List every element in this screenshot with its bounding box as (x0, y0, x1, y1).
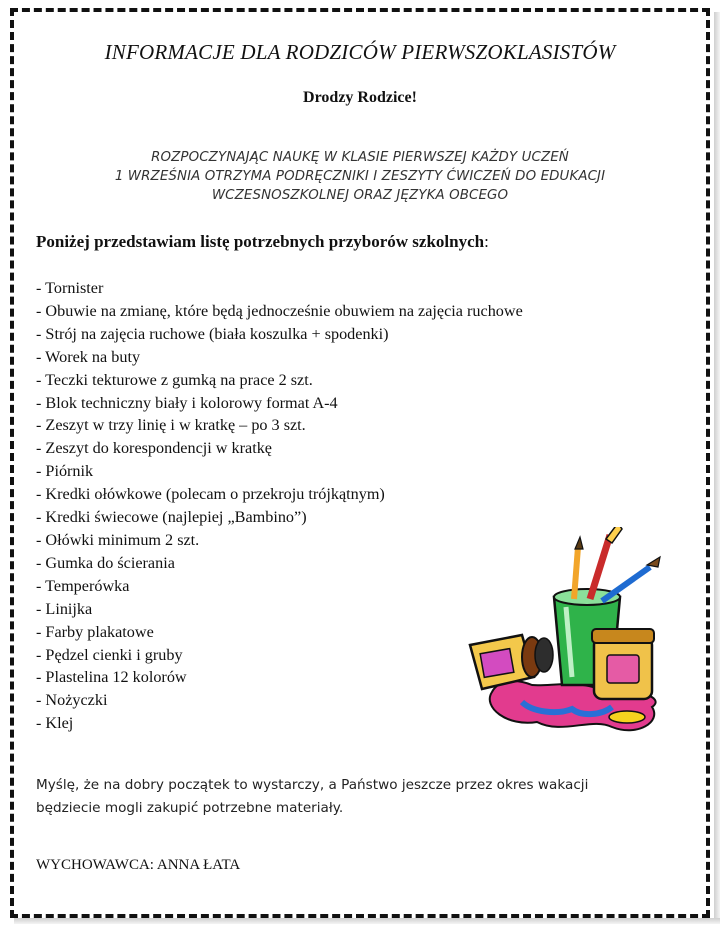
supplies-heading-text: Poniżej przedstawiam listę potrzebnych przyborów szkolnych (36, 232, 485, 251)
list-item: - Plastelina 12 kolorów (36, 668, 187, 687)
greeting: Drodzy Rodzice! (303, 89, 417, 106)
page-shadow-bottom (14, 918, 720, 924)
list-item: - Pędzel cienki i gruby (36, 645, 183, 664)
teacher-signature: WYCHOWAWCA: ANNA ŁATA (36, 857, 241, 873)
textbook-notice (60, 148, 660, 205)
notice-line: WCZESNOSZKOLNEJ ORAZ JĘZYKA OBCEGO (211, 188, 509, 203)
list-item: - Klej (36, 714, 74, 733)
list-item: - Kredki ołówkowe (polecam o przekroju trójkątnym) (36, 485, 385, 504)
list-item: - Zeszyt do korespondencji w kratkę (36, 439, 272, 458)
closing-line: Myślę, że na dobry początek to wystarczy, a Państwo jeszcze przez okres wakacji (36, 777, 589, 793)
supplies-heading-colon: : (484, 232, 489, 251)
notice-line: ROZPOCZYNAJĄC NAUKĘ W KLASIE PIERWSZEJ KAŻDY UCZEŃ (151, 150, 569, 165)
list-item: - Nożyczki (36, 691, 108, 710)
closing-line: będziecie mogli zakupić potrzebne materiały. (36, 800, 344, 816)
list-item: - Worek na buty (36, 347, 141, 366)
list-item: - Kredki świecowe (najlepiej „Bambino”) (36, 508, 307, 527)
list-item: - Gumka do ścierania (36, 553, 175, 572)
page-title: INFORMACJE DLA RODZICÓW PIERWSZOKLASISTÓW (104, 40, 616, 64)
notice-line: 1 WRZEŚNIA OTRZYMA PODRĘCZNIKI I ZESZYTY ĆWICZEŃ DO EDUKACJI (114, 169, 606, 184)
supplies-list (36, 277, 523, 735)
list-item: - Piórnik (36, 462, 94, 481)
list-item: - Ołówki minimum 2 szt. (36, 530, 200, 549)
paint-supplies-icon (462, 527, 682, 742)
list-item: - Obuwie na zmianę, które będą jednocześnie obuwiem na zajęcia ruchowe (36, 301, 523, 320)
list-item: - Zeszyt w trzy linię i w kratkę – po 3 szt. (36, 416, 306, 435)
supplies-heading (36, 232, 489, 252)
list-item: - Blok techniczny biały i kolorowy format A-4 (36, 393, 338, 412)
list-item: - Teczki tekturowe z gumką na prace 2 szt. (36, 370, 313, 389)
page-shadow-right (714, 12, 720, 922)
list-item: - Temperówka (36, 576, 130, 595)
list-item: - Linijka (36, 599, 93, 618)
closing-paragraph (36, 774, 686, 820)
list-item: - Farby plakatowe (36, 622, 154, 641)
list-item: - Strój na zajęcia ruchowe (biała koszulka + spodenki) (36, 324, 389, 343)
list-item: - Tornister (36, 279, 104, 297)
